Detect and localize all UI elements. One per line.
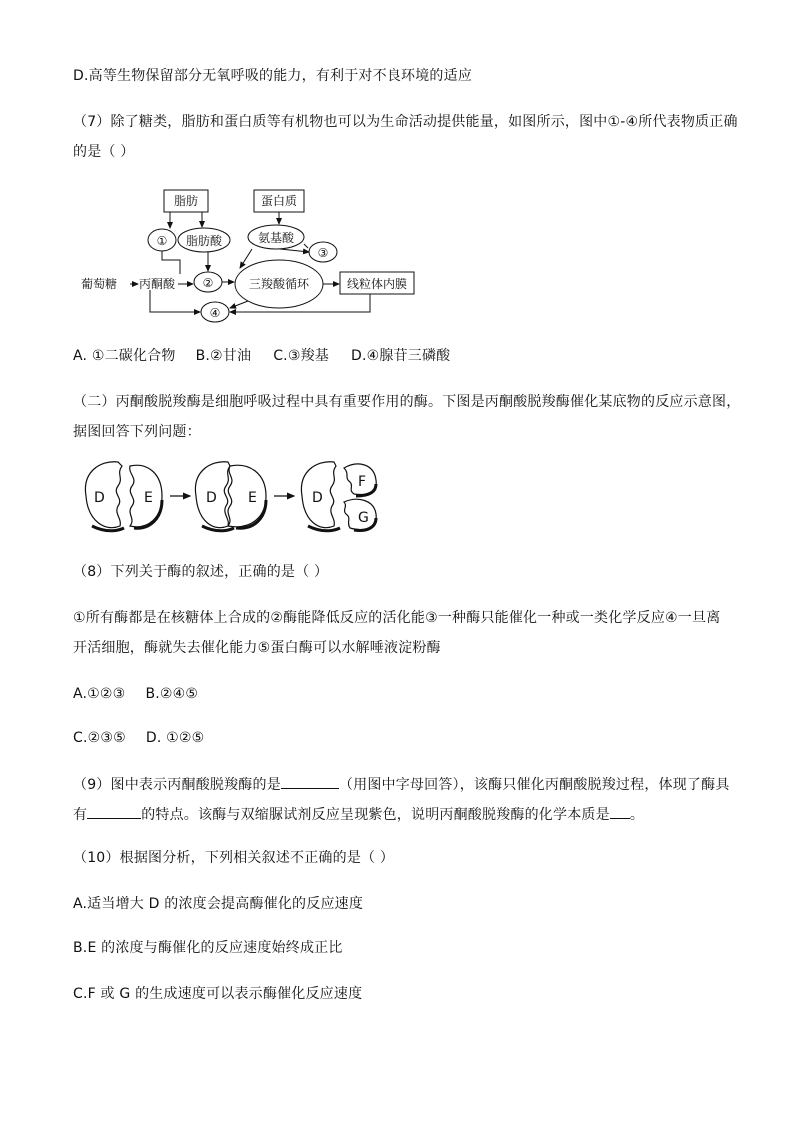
q10-option-c: C.F 或 G 的生成速度可以表示酶催化反应速度: [73, 986, 363, 1002]
label-e-2: E: [248, 490, 257, 506]
q7-option-c: C.③羧基: [273, 348, 329, 364]
q7-options: [73, 346, 450, 366]
amino-acid-label: 氨基酸: [257, 231, 295, 245]
q8-statements-line1: ①所有酶都是在核糖体上合成的②酶能降低反应的活化能③一种酶只能催化一种或一类化学反应④一旦离: [73, 610, 721, 626]
circle-3-label: ③: [317, 246, 329, 260]
section2-intro-line2: 据图回答下列问题：: [73, 424, 201, 440]
q8-option-c: C.②③⑤: [73, 730, 126, 746]
label-f: F: [358, 474, 367, 490]
q7-stem-line2: 的是（ ）: [73, 144, 135, 160]
q8-statements-line2: 开活细胞，酶就失去催化能力⑤蛋白酶可以水解唾液淀粉酶: [73, 640, 441, 656]
q9-line2: 有 的特点。该酶与双缩脲试剂反应呈现紫色，说明丙酮酸脱羧酶的化学本质是 。: [73, 804, 644, 825]
q9-line1: （9）图中表示丙酮酸脱羧酶的是 （用图中字母回答），该酶只催化丙酮酸脱羧过程，体现了酶具: [73, 774, 730, 795]
circle-2-label: ②: [202, 276, 214, 290]
label-e-1: E: [144, 490, 153, 506]
label-d-1: D: [94, 490, 105, 506]
option-d-previous: D.高等生物保留部分无氧呼吸的能力，有利于对不良环境的适应: [73, 68, 473, 84]
q8-options-row1: [73, 684, 198, 704]
q9-blank-3[interactable]: [610, 804, 630, 819]
label-d-3: D: [312, 490, 323, 506]
glucose-label: 葡萄糖: [81, 277, 118, 291]
q7-option-b: B.②甘油: [195, 348, 252, 364]
pyruvate-label: 丙酮酸: [139, 277, 176, 291]
tca-label: 三羧酸循环: [248, 277, 310, 291]
q8-option-d: D. ①②⑤: [145, 730, 205, 746]
q8-option-a: A.①②③: [73, 686, 126, 702]
label-g: G: [358, 510, 369, 526]
circle-1-label: ①: [156, 234, 168, 248]
enzyme-reaction-diagram: [78, 456, 388, 538]
q7-stem-line1: （7）除了糖类，脂肪和蛋白质等有机物也可以为生命活动提供能量，如图所示，图中①-④所代表物质正确: [73, 114, 738, 130]
q7-option-a: A. ①二碳化合物: [73, 348, 176, 364]
q8-stem: （8）下列关于酶的叙述，正确的是（ ）: [73, 564, 329, 580]
fatty-acid-label: 脂肪酸: [185, 234, 223, 248]
q7-option-d: D.④腺苷三磷酸: [350, 348, 451, 364]
fat-label: 脂肪: [173, 194, 199, 208]
mito-label: 线粒体内膜: [346, 277, 408, 291]
section2-intro-line1: （二）丙酮酸脱羧酶是细胞呼吸过程中具有重要作用的酶。下图是丙酮酸脱羧酶催化某底物的反应示意图，: [73, 394, 741, 410]
q9-blank-1[interactable]: [281, 774, 339, 789]
label-d-2: D: [206, 490, 217, 506]
q8-options-row2: [73, 728, 204, 748]
q10-stem: （10）根据图分析，下列相关叙述不正确的是（ ）: [73, 850, 395, 866]
circle-4-label: ④: [209, 306, 221, 320]
q8-option-b: B.②④⑤: [145, 686, 199, 702]
q9-blank-2[interactable]: [87, 804, 141, 819]
protein-label: 蛋白质: [260, 194, 298, 208]
q10-option-b: B.E 的浓度与酶催化的反应速度始终成正比: [73, 940, 343, 956]
q10-option-a: A.适当增大 D 的浓度会提高酶催化的反应速度: [73, 896, 364, 912]
metabolism-diagram: [70, 180, 430, 328]
